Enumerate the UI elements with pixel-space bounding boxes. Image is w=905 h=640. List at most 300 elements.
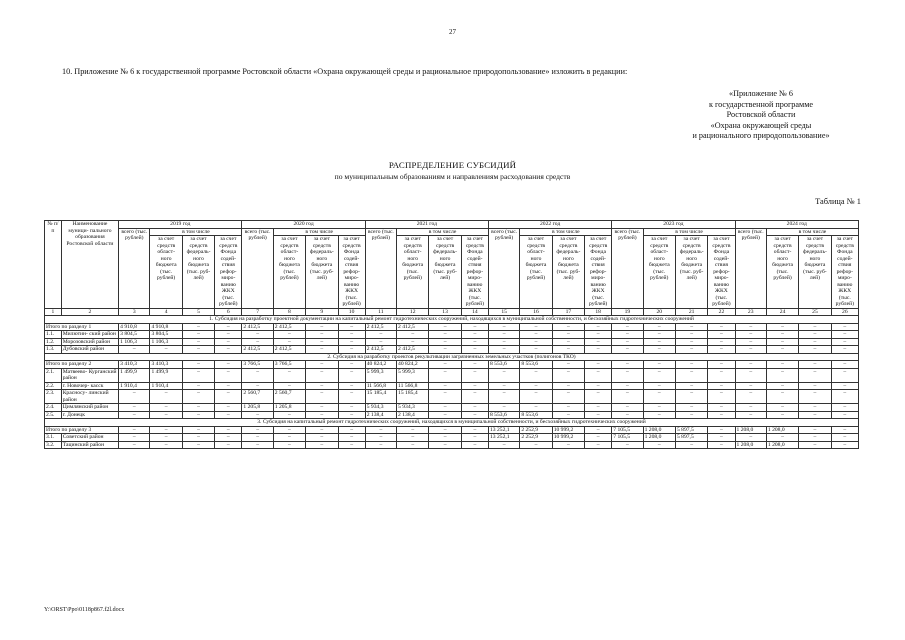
total-value: – [429, 323, 461, 331]
row-value: – [215, 390, 242, 404]
total-value: 4 910,8 [150, 323, 182, 331]
row-number: 2.2. [45, 382, 62, 390]
row-value: – [520, 338, 552, 346]
total-value: – [612, 361, 643, 369]
row-value: – [429, 390, 461, 404]
row-value: 1 499,9 [150, 368, 182, 382]
total-value: – [799, 361, 831, 369]
header-total: всего (тыс. рублей) [488, 228, 519, 308]
row-municipality: Советский район [61, 434, 118, 442]
row-value: 7 105,5 [612, 434, 643, 442]
row-value: – [461, 368, 488, 382]
row-value: – [612, 404, 643, 412]
column-index: 20 [643, 308, 675, 316]
annex-line: и рационального природопользование» [692, 131, 830, 141]
row-value: – [306, 346, 338, 354]
table-row [45, 338, 859, 346]
header-incl: в том числе [150, 228, 242, 236]
row-value: – [799, 404, 831, 412]
row-value: – [338, 390, 365, 404]
intro-paragraph: 10. Приложение № 6 к государственной программе Ростовской области «Охрана окружающей среды и рациональное природопользование» изложить в редакции: [62, 67, 628, 76]
total-value: – [585, 323, 612, 331]
row-number: 3.1. [45, 434, 62, 442]
row-value: 2 138,4 [397, 411, 429, 419]
row-value: 2 252,9 [520, 434, 552, 442]
header-total: всего (тыс. рублей) [735, 228, 766, 308]
table-row [45, 382, 859, 390]
row-value: – [429, 346, 461, 354]
total-value: – [461, 323, 488, 331]
row-value: – [735, 346, 766, 354]
row-value: – [799, 434, 831, 442]
row-value: – [182, 368, 214, 382]
table-row [45, 404, 859, 412]
column-index: 14 [461, 308, 488, 316]
row-value: – [552, 368, 584, 382]
total-value: – [831, 323, 858, 331]
total-value: – [306, 361, 338, 369]
row-value: 10 999,2 [552, 434, 584, 442]
row-value: 5 897,5 [675, 434, 707, 442]
table-row [45, 434, 859, 442]
row-value: – [766, 382, 798, 390]
header-oblast: за счет средств област- ного бюджета (тыс. рублей) [643, 236, 675, 309]
total-value: – [799, 323, 831, 331]
row-value: – [831, 331, 858, 339]
row-value: – [643, 441, 675, 449]
row-value: 8 553,6 [488, 411, 519, 419]
section-title: 3. Субсидия на капитальный ремонт гидротехнических сооружений, находящихся в муниципальной собственности, и бесхозяйных гидротехнических сооружений [45, 419, 859, 427]
row-value: – [119, 411, 150, 419]
column-index: 25 [799, 308, 831, 316]
column-index: 10 [338, 308, 365, 316]
row-value: – [552, 411, 584, 419]
section-total-row [45, 361, 859, 369]
row-value: – [182, 382, 214, 390]
row-value: – [461, 390, 488, 404]
row-value: – [119, 404, 150, 412]
row-value: – [585, 404, 612, 412]
row-value: – [397, 331, 429, 339]
total-value: – [461, 426, 488, 434]
row-value: – [242, 411, 273, 419]
row-value: 2 412,5 [397, 346, 429, 354]
row-value: – [488, 331, 519, 339]
row-value: – [488, 404, 519, 412]
row-value: – [766, 331, 798, 339]
table-row [45, 441, 859, 449]
row-value: – [338, 404, 365, 412]
header-incl: в том числе [520, 228, 612, 236]
column-index: 3 [119, 308, 150, 316]
row-value: – [338, 346, 365, 354]
row-value: – [461, 434, 488, 442]
total-value: – [119, 426, 150, 434]
total-value: – [182, 426, 214, 434]
header-year: 2019 год [119, 221, 242, 229]
total-value: 3 410,3 [119, 361, 150, 369]
row-value: – [461, 441, 488, 449]
column-index: 7 [242, 308, 273, 316]
row-value: – [119, 434, 150, 442]
row-value: – [735, 411, 766, 419]
row-value: – [735, 434, 766, 442]
column-index: 2 [61, 308, 118, 316]
row-value: – [831, 368, 858, 382]
header-oblast: за счет средств област- ного бюджета (тыс. рублей) [273, 236, 305, 309]
row-value: – [306, 434, 338, 442]
row-value: – [242, 338, 273, 346]
row-value: – [831, 346, 858, 354]
total-value: – [338, 426, 365, 434]
row-value: – [585, 331, 612, 339]
row-value: – [552, 382, 584, 390]
row-value: – [461, 382, 488, 390]
row-value: 2 560,7 [273, 390, 305, 404]
total-value: 8 553,6 [488, 361, 519, 369]
header-fund: за счет средств Фонда содей- ствия рефор- миро- ванию ЖКХ (тыс. рублей) [215, 236, 242, 309]
row-value: – [831, 411, 858, 419]
row-value: – [552, 404, 584, 412]
row-municipality: Милютин- ский район [61, 331, 118, 339]
row-value: – [365, 434, 396, 442]
row-value: – [488, 441, 519, 449]
row-value: – [612, 390, 643, 404]
row-value: – [585, 382, 612, 390]
document-subtitle: по муниципальным образованиям и направлениям расходования средств [334, 172, 571, 181]
row-value: – [306, 382, 338, 390]
row-value: – [429, 411, 461, 419]
row-value: 15 185,4 [397, 390, 429, 404]
section-title: 1. Субсидия на разработку проектной документации на капитальный ремонт гидротехнических сооружений, находящихся в муниципальной собственности, и бесхозяйных гидротехнических сооружений [45, 316, 859, 324]
header-year: 2024 год [735, 221, 858, 229]
column-index: 23 [735, 308, 766, 316]
header-fund: за счет средств Фонда содей- ствия рефор- миро- ванию ЖКХ (тыс. рублей) [585, 236, 612, 309]
row-value: – [708, 338, 735, 346]
row-value: – [643, 331, 675, 339]
row-value: – [150, 346, 182, 354]
row-value: 5 934,3 [365, 404, 396, 412]
row-value: – [461, 404, 488, 412]
row-value: – [708, 368, 735, 382]
row-value: – [643, 382, 675, 390]
row-value: – [488, 368, 519, 382]
header-row-years [45, 221, 859, 229]
total-value: – [708, 361, 735, 369]
row-value: – [338, 331, 365, 339]
row-value: – [831, 382, 858, 390]
header-total: всего (тыс. рублей) [612, 228, 643, 308]
total-value: – [831, 426, 858, 434]
total-value: – [708, 323, 735, 331]
row-value: – [831, 434, 858, 442]
row-value: – [799, 346, 831, 354]
row-value: – [338, 368, 365, 382]
header-row-index [45, 308, 859, 316]
row-value: – [182, 441, 214, 449]
header-oblast: за счет средств област- ного бюджета (тыс. рублей) [520, 236, 552, 309]
row-value: – [520, 404, 552, 412]
row-value: – [182, 331, 214, 339]
row-value: – [708, 434, 735, 442]
header-oblast: за счет средств област- ного бюджета (тыс. рублей) [150, 236, 182, 309]
column-index: 26 [831, 308, 858, 316]
total-value: – [675, 361, 707, 369]
row-value: – [831, 441, 858, 449]
header-incl: в том числе [766, 228, 858, 236]
row-value: – [612, 338, 643, 346]
total-value: 2 412,5 [273, 323, 305, 331]
row-value: 1 910,4 [119, 382, 150, 390]
row-value: – [365, 338, 396, 346]
total-value: – [215, 361, 242, 369]
row-value: – [766, 390, 798, 404]
row-value: – [708, 331, 735, 339]
header-year: 2021 год [365, 221, 488, 229]
header-incl: в том числе [643, 228, 735, 236]
row-value: – [520, 382, 552, 390]
row-value: – [242, 441, 273, 449]
section-total-label: Итого по разделу 3 [45, 426, 119, 434]
row-value: – [215, 346, 242, 354]
row-value: – [215, 368, 242, 382]
row-value: – [643, 368, 675, 382]
row-value: – [675, 368, 707, 382]
table-row [45, 390, 859, 404]
total-value: – [675, 323, 707, 331]
column-index: 21 [675, 308, 707, 316]
row-value: – [799, 390, 831, 404]
header-fund: за счет средств Фонда содей- ствия рефор- миро- ванию ЖКХ (тыс. рублей) [708, 236, 735, 309]
row-value: – [242, 434, 273, 442]
row-value: – [766, 368, 798, 382]
row-value: – [675, 411, 707, 419]
column-index: 12 [397, 308, 429, 316]
row-value: – [429, 441, 461, 449]
row-value: – [429, 382, 461, 390]
row-value: 3 804,5 [119, 331, 150, 339]
row-value: – [799, 441, 831, 449]
row-value: 11 566,8 [365, 382, 396, 390]
row-value: – [150, 434, 182, 442]
column-index: 24 [766, 308, 798, 316]
total-value: 1 208,0 [766, 426, 798, 434]
header-year: 2022 год [488, 221, 611, 229]
row-value: 2 138,4 [365, 411, 396, 419]
row-value: – [488, 338, 519, 346]
row-value: – [365, 441, 396, 449]
total-value: – [150, 426, 182, 434]
row-value: – [488, 382, 519, 390]
row-value: 5 999,3 [397, 368, 429, 382]
row-value: – [585, 411, 612, 419]
total-value: – [242, 426, 273, 434]
total-value: 4 910,8 [119, 323, 150, 331]
total-value: – [552, 323, 584, 331]
table-row [45, 411, 859, 419]
row-value: – [735, 390, 766, 404]
total-value: 3 766,5 [273, 361, 305, 369]
row-value: – [215, 441, 242, 449]
row-value: – [520, 441, 552, 449]
row-value: – [273, 441, 305, 449]
row-value: – [552, 441, 584, 449]
annex-line: «Охрана окружающей среды [710, 120, 812, 130]
total-value: – [215, 426, 242, 434]
row-value: – [119, 346, 150, 354]
row-value: – [429, 404, 461, 412]
row-value: – [306, 331, 338, 339]
total-value: 40 824,2 [397, 361, 429, 369]
row-value: – [799, 331, 831, 339]
table-row [45, 331, 859, 339]
header-year: 2020 год [242, 221, 365, 229]
row-value: – [338, 338, 365, 346]
column-index: 11 [365, 308, 396, 316]
row-value: 5 934,3 [397, 404, 429, 412]
row-value: – [675, 338, 707, 346]
row-value: – [831, 338, 858, 346]
row-value: – [150, 404, 182, 412]
row-value: – [585, 434, 612, 442]
row-value: – [799, 382, 831, 390]
row-value: – [708, 382, 735, 390]
row-value: – [273, 382, 305, 390]
section-title-row [45, 419, 859, 427]
row-value: – [397, 338, 429, 346]
row-value: 1 208,0 [643, 434, 675, 442]
file-path-footer: Y:\ORST\Ppo\0118p867.f2l.docx [44, 607, 125, 613]
row-value: 1 499,9 [119, 368, 150, 382]
row-value: – [338, 411, 365, 419]
total-value: 2 412,5 [397, 323, 429, 331]
total-value: – [429, 361, 461, 369]
row-value: – [708, 390, 735, 404]
row-value: – [215, 382, 242, 390]
row-value: 2 412,5 [273, 346, 305, 354]
header-federal: за счет средств федераль- ного бюджета (тыс. руб- лей) [306, 236, 338, 309]
column-index: 22 [708, 308, 735, 316]
row-value: – [520, 368, 552, 382]
row-value: – [675, 404, 707, 412]
row-number: 3.2. [45, 441, 62, 449]
total-value: – [552, 361, 584, 369]
row-value: – [612, 368, 643, 382]
row-value: – [242, 331, 273, 339]
row-value: – [766, 434, 798, 442]
column-index: 9 [306, 308, 338, 316]
annex-line: Ростовской области [726, 110, 796, 120]
row-value: – [675, 390, 707, 404]
header-federal: за счет средств федераль- ного бюджета (тыс. руб- лей) [429, 236, 461, 309]
row-value: – [461, 338, 488, 346]
total-value: – [799, 426, 831, 434]
column-index: 4 [150, 308, 182, 316]
row-value: – [182, 390, 214, 404]
header-federal: за счет средств федераль- ного бюджета (тыс. руб- лей) [552, 236, 584, 309]
row-number: 1.1. [45, 331, 62, 339]
section-title-row [45, 353, 859, 361]
row-value: – [242, 382, 273, 390]
row-value: – [735, 338, 766, 346]
total-value: – [365, 426, 396, 434]
annex-line: к государственной программе [708, 99, 814, 109]
header-incl: в том числе [397, 228, 489, 236]
row-number: 2.5. [45, 411, 62, 419]
row-value: – [520, 331, 552, 339]
total-value: – [273, 426, 305, 434]
total-value: 3 766,5 [242, 361, 273, 369]
total-value: – [182, 323, 214, 331]
row-value: – [585, 390, 612, 404]
row-value: – [488, 346, 519, 354]
total-value: – [397, 426, 429, 434]
row-value: – [520, 346, 552, 354]
column-index: 6 [215, 308, 242, 316]
header-fund: за счет средств Фонда содей- ствия рефор- миро- ванию ЖКХ (тыс. рублей) [831, 236, 858, 309]
row-value: – [365, 331, 396, 339]
row-value: 8 553,6 [520, 411, 552, 419]
header-total: всего (тыс. рублей) [242, 228, 273, 308]
row-value: – [675, 441, 707, 449]
row-value: 1 208,0 [766, 441, 798, 449]
total-value: 2 412,5 [242, 323, 273, 331]
row-value: – [766, 338, 798, 346]
row-value: 2 560,7 [242, 390, 273, 404]
row-value: – [429, 338, 461, 346]
row-value: – [338, 434, 365, 442]
row-value: – [585, 346, 612, 354]
section-title: 2. Субсидия на разработку проектов рекультивации загрязненных земельных участков (полигонов ТКО) [45, 353, 859, 361]
row-value: – [612, 382, 643, 390]
row-number: 2.4. [45, 404, 62, 412]
header-name: Наименование муници- пального образования Ростовской области [61, 221, 118, 309]
row-value: – [182, 404, 214, 412]
row-value: – [306, 411, 338, 419]
row-value: – [306, 404, 338, 412]
row-value: – [552, 338, 584, 346]
row-value: – [552, 346, 584, 354]
row-number: 1.3. [45, 346, 62, 354]
total-value: – [735, 323, 766, 331]
total-value: – [766, 361, 798, 369]
row-value: – [735, 382, 766, 390]
row-value: – [119, 390, 150, 404]
header-incl: в том числе [273, 228, 365, 236]
row-municipality: Цимлянский район [61, 404, 118, 412]
row-value: – [612, 346, 643, 354]
section-total-row [45, 323, 859, 331]
row-value: – [585, 338, 612, 346]
row-value: – [488, 390, 519, 404]
row-value: – [215, 411, 242, 419]
row-value: 5 999,3 [365, 368, 396, 382]
row-value: – [708, 411, 735, 419]
total-value: – [488, 323, 519, 331]
total-value: – [429, 426, 461, 434]
row-value: – [150, 441, 182, 449]
total-value: 5 897,5 [675, 426, 707, 434]
row-value: – [675, 331, 707, 339]
row-value: – [643, 338, 675, 346]
row-value: – [119, 441, 150, 449]
row-number: 2.3. [45, 390, 62, 404]
annex-line: «Приложение № 6 [728, 89, 794, 98]
row-value: – [273, 331, 305, 339]
row-value: – [397, 441, 429, 449]
page-number: 27 [449, 28, 456, 36]
row-municipality: Красносу- линский район [61, 390, 118, 404]
